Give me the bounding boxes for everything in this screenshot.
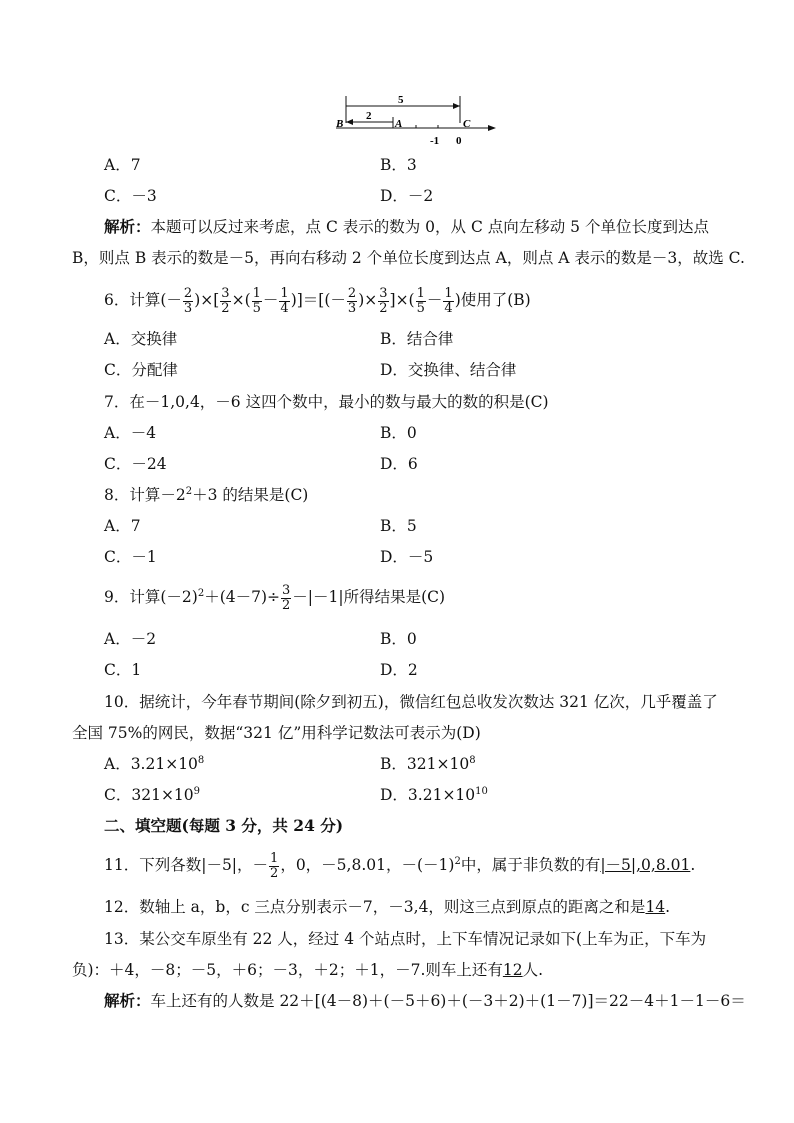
point-b-label: B (336, 118, 344, 130)
q12-answer: 14 (645, 898, 666, 916)
q6-fraction-5: $\frac{2}{3}$ (347, 285, 357, 316)
q7-option-c: C．－24 (104, 455, 167, 473)
q11-fraction: $\frac{1}{2}$ (270, 850, 279, 881)
q8-stem (0, 480, 794, 510)
q8-option-a: A．7 (104, 517, 141, 535)
q10-option-a: A．$3.21\times 10^8$ (104, 754, 205, 773)
q6-text: ]×( (389, 291, 415, 309)
q12-stem (0, 892, 794, 922)
q6-text: )× (358, 291, 378, 309)
label-5: 5 (398, 94, 404, 106)
q10-stem-line-2 (0, 718, 794, 748)
q8-option-d: D．－5 (380, 548, 434, 566)
q6-fraction-3: $\frac{1}{5}$ (252, 285, 261, 316)
q6-option-a: A．交换律 (104, 330, 178, 348)
q6-fraction-2: $\frac{3}{2}$ (221, 285, 230, 316)
q5-analysis-label: 解析： (104, 217, 151, 236)
q8-exponent: 2 (185, 485, 193, 497)
q10-option-d: D．$3.21\times 10^{10}$ (380, 785, 488, 804)
number-line-figure (326, 90, 506, 152)
q11-answer: |－5|,0,8.01 (600, 856, 691, 874)
q8-options-row-2 (0, 542, 794, 572)
q7-option-b: B．0 (380, 424, 417, 442)
q5-analysis-text-1: 本题可以反过来考虑，点 C 表示的数为 0，从 C 点向左移动 5 个单位长度到达点 (150, 218, 709, 236)
q5-option-a: A．7 (104, 156, 141, 174)
label-2: 2 (366, 110, 372, 122)
q5-analysis-line-2 (0, 243, 794, 273)
q10-option-c: C．$321\times 10^9$ (104, 785, 201, 804)
q8-option-b: B．5 (380, 517, 417, 535)
q9-stem-text: 9．计算(－2) (104, 588, 198, 606)
q6-option-d: D．交换律、结合律 (380, 361, 517, 379)
q6-fraction-7: $\frac{1}{5}$ (416, 285, 425, 316)
section-2-heading-text: 二、填空题(每题 3 分，共 24 分) (104, 816, 344, 835)
section-2-heading (0, 811, 794, 841)
q7-options-row-2 (0, 449, 794, 479)
q8-stem-text: 8．计算－2 (104, 486, 186, 504)
q7-option-a: A．－4 (104, 424, 157, 442)
q7-option-d: D．6 (380, 455, 418, 473)
q9-options-row-1 (0, 624, 794, 654)
q11-exponent: 2 (454, 855, 461, 867)
q13-stem-line-2 (0, 955, 794, 985)
q9-option-c: C．1 (104, 661, 142, 679)
q6-text: )]＝[(－ (290, 291, 346, 309)
q7-stem (0, 387, 794, 417)
q8-options-row-1 (0, 511, 794, 541)
q9-fraction: $\frac{3}{2}$ (282, 582, 291, 613)
q6-fraction-4: $\frac{1}{4}$ (280, 285, 289, 316)
q13-stem-text-3: 人. (522, 961, 544, 979)
q13-answer: 12 (502, 961, 523, 979)
q5-analysis-text-2: B，则点 B 表示的数是－5，再向右移动 2 个单位长度到达点 A，则点 A 表示的数是－3，故选 C. (72, 249, 745, 267)
q8-option-c: C．－1 (104, 548, 157, 566)
q10-stem-line-1 (0, 687, 794, 717)
q5-options-row-2 (0, 181, 794, 211)
q9-stem-text: －|－1|所得结果是(C) (292, 588, 446, 606)
q5-option-b: B．3 (380, 156, 417, 174)
q11-stem-text: 中，属于非负数的有 (460, 856, 601, 874)
q12-stem-text: 12．数轴上 a，b，c 三点分别表示－7，－3,4，则这三点到原点的距离之和是 (104, 898, 646, 916)
q13-analysis-text: 车上还有的人数是 22＋[(4－8)＋(－5＋6)＋(－3＋2)＋(1－7)]＝22－4＋1－1－6＝ (150, 992, 746, 1010)
q9-option-a: A．－2 (104, 630, 157, 648)
q9-exponent: 2 (197, 587, 205, 599)
q8-stem-text: ＋3 的结果是(C) (192, 486, 309, 504)
q9-stem (0, 580, 794, 614)
q9-stem-text: ＋(4－7)÷ (204, 588, 281, 606)
tick-zero-label: 0 (456, 135, 462, 147)
q6-fraction-1: $\frac{2}{3}$ (183, 285, 193, 316)
q11-stem-text: 11．下列各数|－5|，－ (104, 856, 269, 874)
q9-option-d: D．2 (380, 661, 418, 679)
q13-stem-text-1: 13．某公交车原坐有 22 人，经过 4 个站点时，上下车情况记录如下(上车为正，下车为 (104, 930, 707, 948)
point-c-label: C (463, 118, 471, 130)
q6-suffix: )使用了(B) (454, 291, 531, 309)
q13-analysis-label: 解析： (104, 991, 151, 1010)
q6-text: )×[ (194, 291, 220, 309)
q5-option-c: C．－3 (104, 187, 157, 205)
q11-stem-text: ，0，－5,8.01，－(－1) (280, 856, 455, 874)
tick-minus1-label: -1 (430, 135, 440, 147)
q6-text: ×( (231, 291, 251, 309)
q13-stem-text-2: 负)：＋4，－8；－5，＋6；－3，＋2；＋1，－7.则车上还有 (72, 961, 503, 979)
q12-end: . (665, 898, 671, 916)
q6-options-row-2 (0, 355, 794, 385)
q6-stem (0, 283, 794, 317)
q10-options-row-1 (0, 749, 794, 779)
q7-stem-text: 7．在－1,0,4，－6 这四个数中，最小的数与最大的数的积是(C) (104, 393, 549, 411)
q9-option-b: B．0 (380, 630, 417, 648)
q7-options-row-1 (0, 418, 794, 448)
q9-options-row-2 (0, 655, 794, 685)
q6-fraction-6: $\frac{3}{2}$ (379, 285, 388, 316)
q5-option-d: D．－2 (380, 187, 434, 205)
q10-stem-text-1: 10．据统计，今年春节期间(除夕到初五)，微信红包总收发次数达 321 亿次，几乎覆盖了 (104, 693, 718, 711)
point-a-label: A (395, 118, 403, 130)
q13-stem-line-1 (0, 924, 794, 954)
q6-text: － (262, 291, 279, 309)
q6-fraction-8: $\frac{1}{4}$ (444, 285, 453, 316)
q10-option-b: B．$321\times 10^8$ (380, 754, 476, 773)
q6-text: － (426, 291, 443, 309)
q6-option-b: B．结合律 (380, 330, 454, 348)
q5-analysis-line-1 (0, 212, 794, 242)
q5-options-row-1 (0, 150, 794, 180)
q10-stem-text-2: 全国 75%的网民，数据“321 亿”用科学记数法可表示为(D) (72, 724, 481, 742)
q13-analysis (0, 986, 794, 1016)
q6-option-c: C．分配律 (104, 361, 178, 379)
q10-options-row-2 (0, 780, 794, 810)
q11-end: . (690, 856, 696, 874)
q6-prefix: 6．计算(－ (104, 291, 182, 309)
q6-options-row-1 (0, 324, 794, 354)
q11-stem (0, 848, 794, 882)
